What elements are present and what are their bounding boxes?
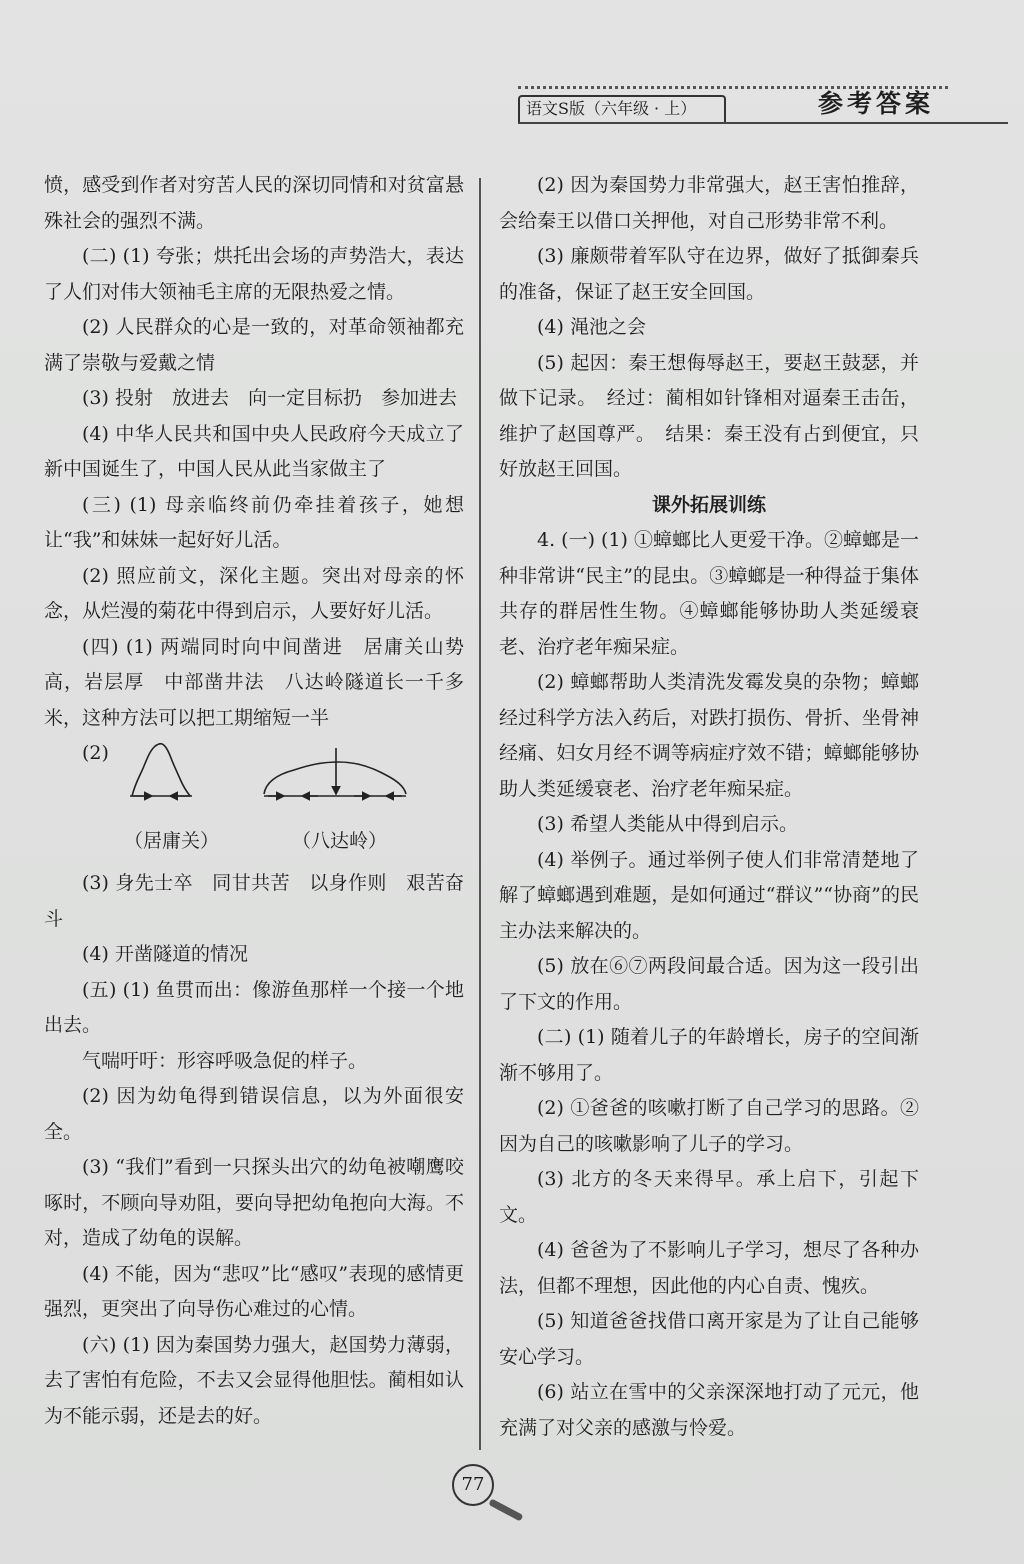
- juyongguan-mountain: [132, 744, 190, 796]
- answer-paragraph: (5) 知道爸爸找借口离开家是为了让自己能够安心学习。: [499, 1310, 919, 1368]
- answer-paragraph: (2) 照应前文，深化主题。突出对母亲的怀念，从烂漫的菊花中得到启示，人要好好儿活。: [44, 564, 464, 622]
- answer-paragraph: (2) 人民群众的心是一致的，对革命领袖都充满了崇敬与爱戴之情: [44, 316, 464, 374]
- answer-paragraph: (5) 起因：秦王想侮辱赵王，要赵王鼓瑟，并做下记录。 经过：蔺相如针锋相对逼秦王击缶，维护了赵国尊严。 结果：秦王没有占到便宜，只好放赵王回国。: [499, 351, 919, 480]
- answer-paragraph: (六) (1) 因为秦国势力强大，赵国势力薄弱，去了害怕有危险，不去又会显得他胆怯。蔺相如认为不能示弱，还是去的好。: [44, 1333, 464, 1427]
- left-column: [44, 168, 484, 1434]
- answer-paragraph: (4) 爸爸为了不影响儿子学习，想尽了各种办法，但都不理想，因此他的内心自责、愧疚。: [499, 1239, 919, 1297]
- answer-paragraph: (2) 蟑螂帮助人类清洗发霉发臭的杂物；蟑螂经过科学方法入药后，对跌打损伤、骨折、坐骨神经痛、妇女月经不调等病症疗效不错；蟑螂能够协助人类延缓衰老、治疗老年痴呆症。: [499, 671, 919, 800]
- answer-paragraph: (四) (1) 两端同时向中间凿进 居庸关山势高，岩层厚 中部凿井法 八达岭隧道长一千多米，这种方法可以把工期缩短一半: [44, 635, 464, 729]
- answer-paragraph: (三) (1) 母亲临终前仍牵挂着孩子，她想让“我”和妹妹一起好好儿活。: [44, 493, 464, 551]
- answer-paragraph: (3) 身先士卒 同甘共苦 以身作则 艰苦奋斗: [44, 872, 464, 930]
- answer-paragraph: (4) 开凿隧道的情况: [82, 943, 248, 965]
- answer-paragraph: (4) 渑池之会: [537, 316, 646, 338]
- page-number: 77: [452, 1464, 494, 1506]
- answer-paragraph: (3) 北方的冬天来得早。承上启下，引起下文。: [499, 1168, 919, 1226]
- answer-paragraph: (2) 因为幼龟得到错误信息，以为外面很安全。: [44, 1085, 464, 1143]
- tunnel-diagram: [44, 736, 464, 866]
- answer-paragraph: 4. (一) (1) ①蟑螂比人更爱干净。②蟑螂是一种非常讲“民主”的昆虫。③蟑螂是一种得益于集体共存的群居性生物。④蟑螂能够协助人类延缓衰老、治疗老年痴呆症。: [499, 529, 919, 658]
- answer-paragraph: (五) (1) 鱼贯而出：像游鱼那样一个接一个地出去。: [44, 978, 464, 1036]
- diagram-label: (2): [82, 742, 109, 764]
- answer-paragraph: (6) 站立在雪中的父亲深深地打动了元元，他充满了对父亲的感激与怜爱。: [499, 1381, 919, 1439]
- badaling-mountain: [264, 762, 406, 794]
- answer-paragraph: 气喘吁吁：形容呼吸急促的样子。: [82, 1049, 368, 1072]
- magnifier-icon: [488, 1498, 523, 1521]
- answer-paragraph: (3) 希望人类能从中得到启示。: [537, 813, 798, 835]
- column-divider: [479, 178, 481, 1450]
- answer-paragraph: (5) 放在⑥⑦两段间最合适。因为这一段引出了下文的作用。: [499, 955, 919, 1013]
- answer-paragraph: (2) ①爸爸的咳嗽打断了自己学习的思路。②因为自己的咳嗽影响了儿子的学习。: [499, 1097, 919, 1155]
- answer-paragraph: 愤，感受到作者对穷苦人民的深切同情和对贫富悬殊社会的强烈不满。: [44, 174, 464, 232]
- answer-paragraph: (4) 中华人民共和国中央人民政府今天成立了 新中国诞生了，中国人民从此当家做主了: [44, 422, 484, 480]
- section-heading: 课外拓展训练: [651, 493, 766, 516]
- section-title: 参考答案: [818, 89, 935, 118]
- answer-paragraph: (二) (1) 随着儿子的年龄增长，房子的空间渐渐不够用了。: [499, 1026, 919, 1084]
- answer-paragraph: (4) 举例子。通过举例子使人们非常清楚地了解了蟑螂遇到难题，是如何通过“群议”“协商”的民主办法来解决的。: [499, 848, 919, 942]
- tunnel-sketch: [44, 736, 464, 831]
- answer-paragraph: (二) (1) 夸张；烘托出会场的声势浩大，表达了人们对伟大领袖毛主席的无限热爱之情。: [44, 245, 464, 303]
- answer-paragraph: (2) 因为秦国势力非常强大，赵王害怕推辞，会给秦王以借口关押他，对自己形势非常不利。: [499, 174, 919, 232]
- juyongguan-caption: （居庸关）: [124, 830, 220, 852]
- answer-paragraph: (4) 不能，因为“悲叹”比“感叹”表现的感情更强烈，更突出了向导伤心难过的心情。: [44, 1262, 464, 1320]
- badaling-caption: （八达岭）: [292, 830, 388, 852]
- header-rule: [518, 122, 1008, 124]
- answer-paragraph: (3) 廉颇带着军队守在边界，做好了抵御秦兵的准备，保证了赵王安全回国。: [499, 245, 919, 303]
- answer-paragraph: (3) 投射 放进去 向一定目标扔 参加进去: [82, 387, 457, 409]
- edition-label: 语文S版（六年级 · 上）: [518, 95, 726, 123]
- right-column: [499, 168, 919, 1446]
- answer-paragraph: (3) “我们”看到一只探头出穴的幼龟被嘲鹰咬啄时，不顾向导劝阻，要向导把幼龟抱向大海。不对，造成了幼龟的误解。: [44, 1156, 464, 1249]
